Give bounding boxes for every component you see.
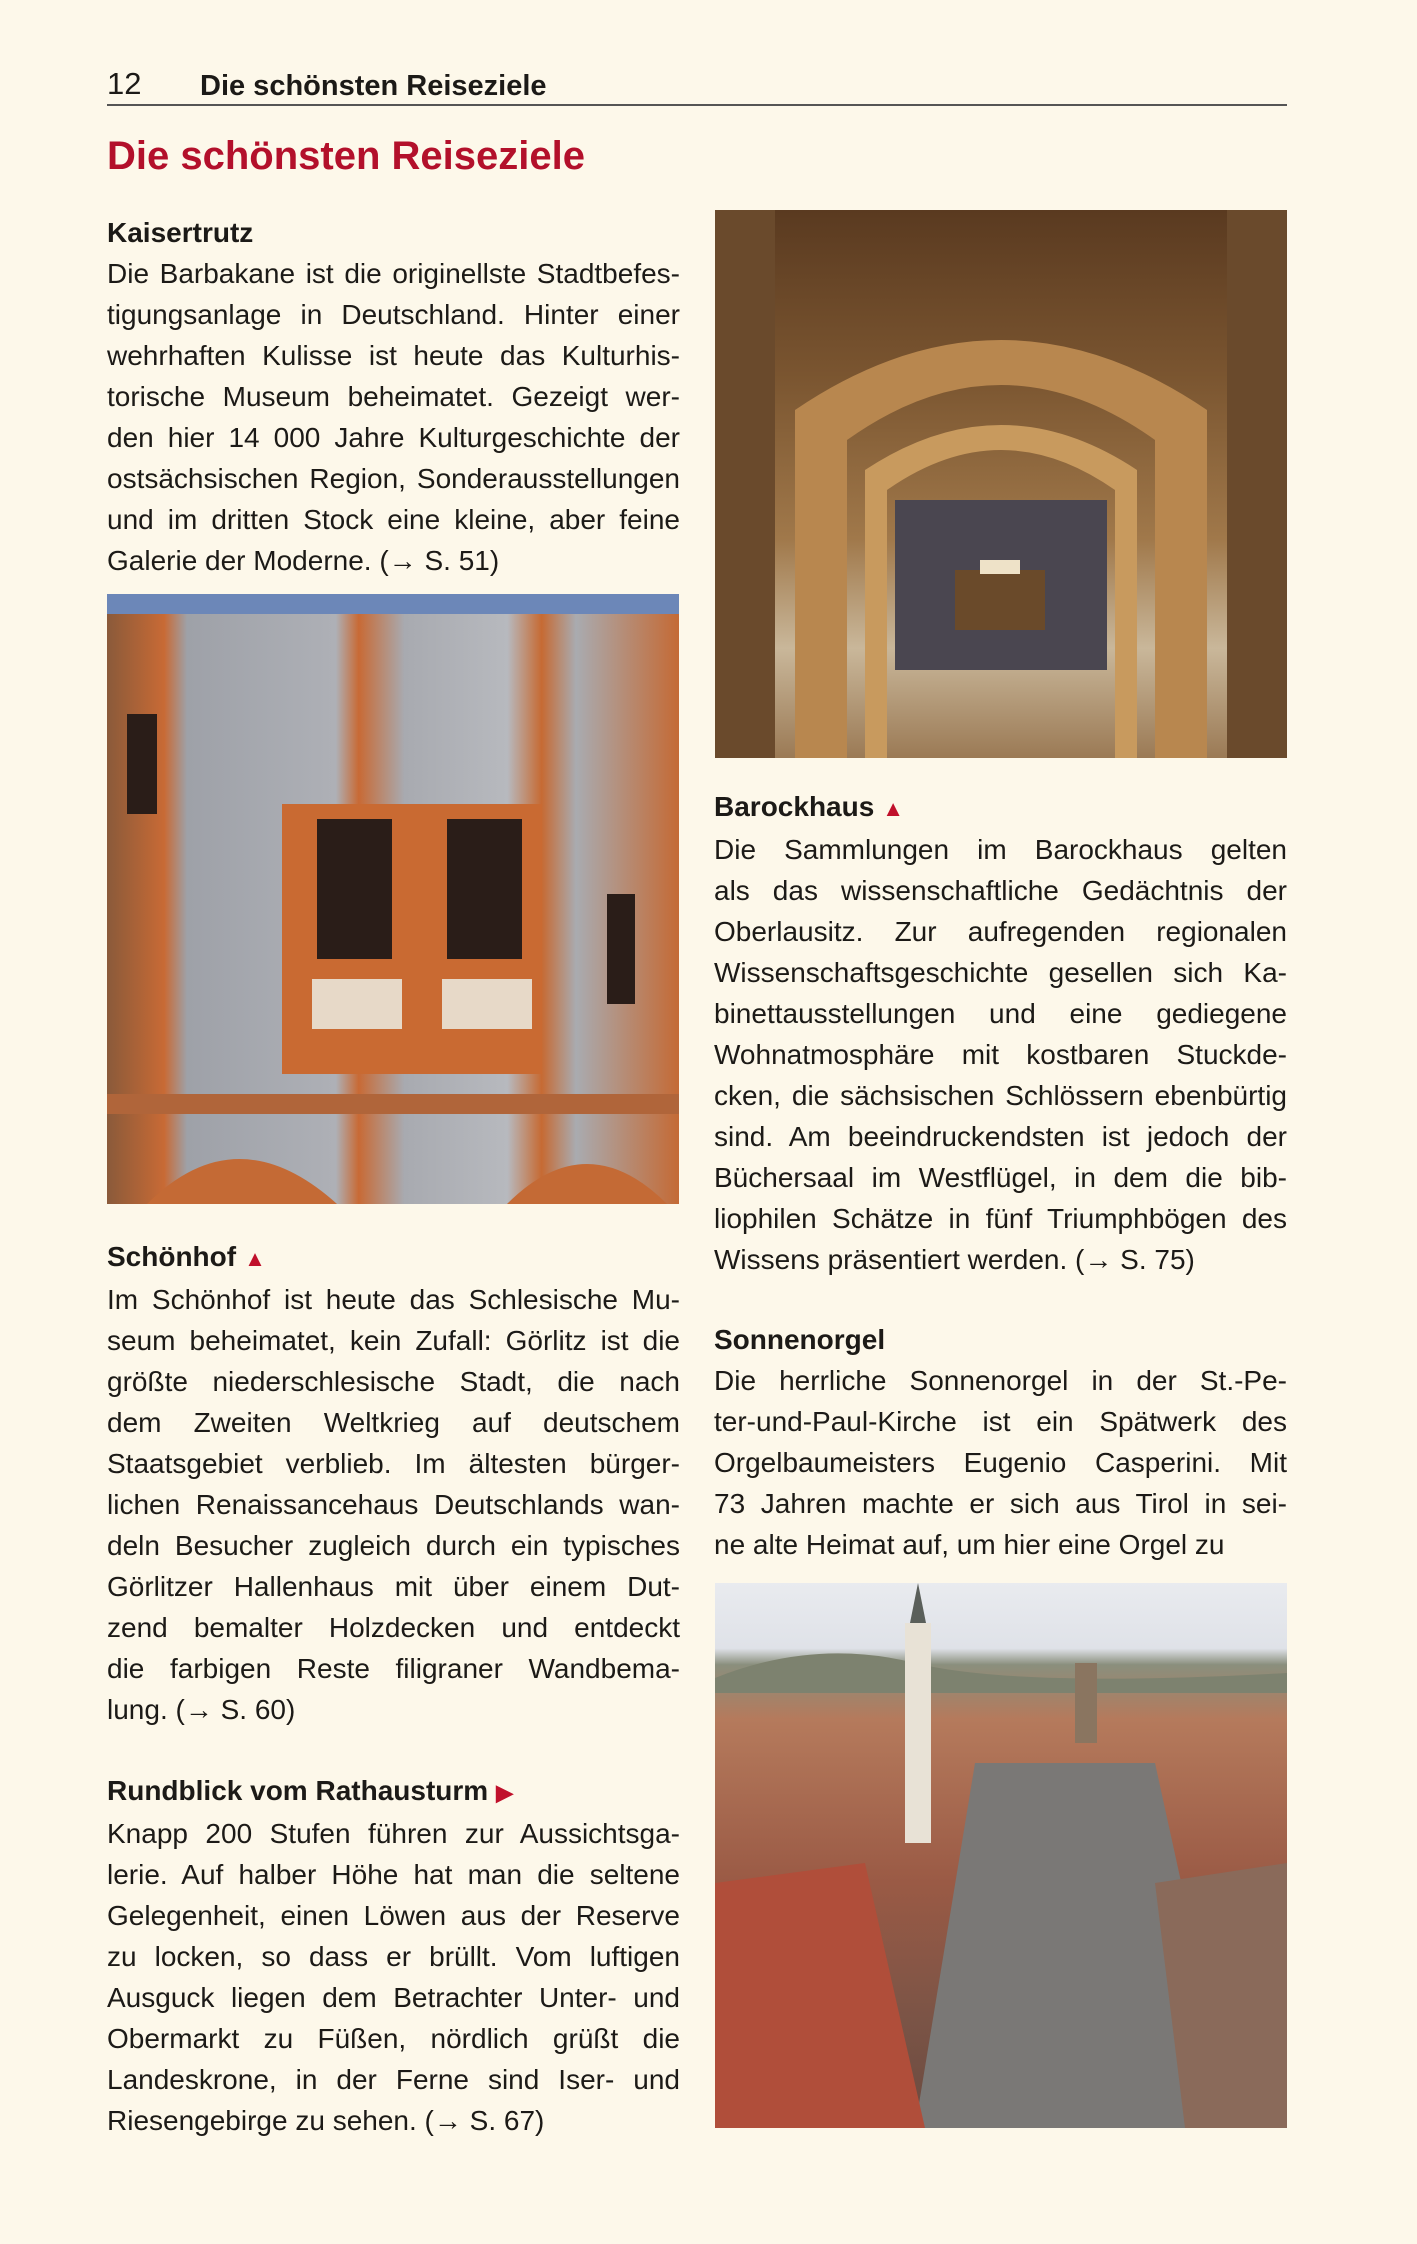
section-barockhaus xyxy=(714,786,1287,1280)
text-line: Gelegenheit, einen Löwen aus der Reserve xyxy=(107,1900,680,1931)
text-line: Riesengebirge zu sehen. (→ S. 67) xyxy=(107,2105,545,2136)
section-heading: Rundblick vom Rathausturm ▶ xyxy=(107,1775,514,1806)
text-line: zend bemalter Holzdecken und entdeckt xyxy=(107,1612,680,1643)
text-line: sind. Am beeindruckendsten ist jedoch der xyxy=(714,1121,1287,1152)
text-line: dem Zweiten Weltkrieg auf deutschem xyxy=(107,1407,680,1438)
text-line: Ausguck liegen dem Betrachter Unter- und xyxy=(107,1982,680,2013)
section-sonnenorgel xyxy=(714,1319,1287,1565)
text-line: Landeskrone, in der Ferne sind Iser- und xyxy=(107,2064,680,2095)
text-line: ter-und-Paul-Kirche ist ein Spätwerk des xyxy=(714,1406,1287,1437)
arrow-marker-icon: ▶ xyxy=(496,1780,514,1805)
text-line: wehrhaften Kulisse ist heute das Kulturhis- xyxy=(107,340,680,371)
text-line: Görlitzer Hallenhaus mit über einem Dut- xyxy=(107,1571,680,1602)
page-number: 12 xyxy=(107,66,142,101)
photo-barockhaus-library xyxy=(715,210,1287,758)
text-line: Wohnatmosphäre mit kostbaren Stuckde- xyxy=(714,1039,1287,1070)
text-line: Staatsgebiet verblieb. Im ältesten bürger- xyxy=(107,1448,680,1479)
text-line: Wissenschaftsgeschichte gesellen sich Ka- xyxy=(714,957,1287,988)
triangle-marker-icon: ▲ xyxy=(882,796,905,821)
section-heading: Schönhof ▲ xyxy=(107,1241,266,1272)
section-heading: Sonnenorgel xyxy=(714,1324,886,1355)
text-line: als das wissenschaftliche Gedächtnis der xyxy=(714,875,1287,906)
text-line: 73 Jahren machte er sich aus Tirol in sei- xyxy=(714,1488,1287,1519)
section-kaisertrutz xyxy=(107,212,680,581)
running-title: Die schönsten Reiseziele xyxy=(200,70,547,102)
text-line: größte niederschlesische Stadt, die nach xyxy=(107,1366,680,1397)
photo-goerlitz-panorama xyxy=(715,1583,1287,2128)
text-line: Orgelbaumeisters Eugenio Casperini. Mit xyxy=(714,1447,1287,1478)
panorama-illustration xyxy=(715,1583,1287,2128)
text-line: seum beheimatet, kein Zufall: Görlitz ist die xyxy=(107,1325,680,1356)
text-line: und im dritten Stock eine kleine, aber feine xyxy=(107,504,680,535)
running-header xyxy=(107,64,1287,106)
section-heading: Barockhaus ▲ xyxy=(714,791,905,822)
text-line: zu locken, so dass er brüllt. Vom luftigen xyxy=(107,1941,680,1972)
page-title: Die schönsten Reiseziele xyxy=(107,134,585,178)
text-line: torische Museum beheimatet. Gezeigt wer- xyxy=(107,381,680,412)
text-line: Im Schönhof ist heute das Schlesische Mu- xyxy=(107,1284,680,1315)
text-line: ostsächsischen Region, Sonderausstellungen xyxy=(107,463,680,494)
library-illustration xyxy=(715,210,1287,758)
triangle-marker-icon: ▲ xyxy=(244,1246,266,1271)
text-line: den hier 14 000 Jahre Kulturgeschichte der xyxy=(107,422,680,453)
text-line: ne alte Heimat auf, um hier eine Orgel zu xyxy=(714,1529,1225,1560)
text-line: Wissens präsentiert werden. (→ S. 75) xyxy=(714,1244,1195,1275)
text-line: die farbigen Reste filigraner Wandbema- xyxy=(107,1653,680,1684)
text-line: lerie. Auf halber Höhe hat man die seltene xyxy=(107,1859,680,1890)
photo-schoenhof-facade xyxy=(107,594,679,1204)
text-line: Oberlausitz. Zur aufregenden regionalen xyxy=(714,916,1287,947)
text-line: Galerie der Moderne. (→ S. 51) xyxy=(107,545,500,576)
section-rundblick xyxy=(107,1770,680,2141)
text-line: lichen Renaissancehaus Deutschlands wan- xyxy=(107,1489,680,1520)
section-heading: Kaisertrutz xyxy=(107,217,254,248)
text-line: Die herrliche Sonnenorgel in der St.-Pe- xyxy=(714,1365,1287,1396)
text-line: liophilen Schätze in fünf Triumphbögen des xyxy=(714,1203,1287,1234)
text-line: Obermarkt zu Füßen, nördlich grüßt die xyxy=(107,2023,680,2054)
text-line: Knapp 200 Stufen führen zur Aussichtsga- xyxy=(107,1818,680,1849)
text-line: Die Sammlungen im Barockhaus gelten xyxy=(714,834,1287,865)
section-schoenhof xyxy=(107,1236,680,1730)
text-line: binettausstellungen und eine gediegene xyxy=(714,998,1287,1029)
text-line: tigungsanlage in Deutschland. Hinter einer xyxy=(107,299,680,330)
text-line: lung. (→ S. 60) xyxy=(107,1694,296,1725)
facade-illustration xyxy=(107,594,679,1204)
text-line: Büchersaal im Westflügel, in dem die bib- xyxy=(714,1162,1287,1193)
text-line: Die Barbakane ist die originellste Stadtbefes- xyxy=(107,258,680,289)
text-line: deln Besucher zugleich durch ein typisches xyxy=(107,1530,680,1561)
text-line: cken, die sächsischen Schlössern ebenbürtig xyxy=(714,1080,1287,1111)
